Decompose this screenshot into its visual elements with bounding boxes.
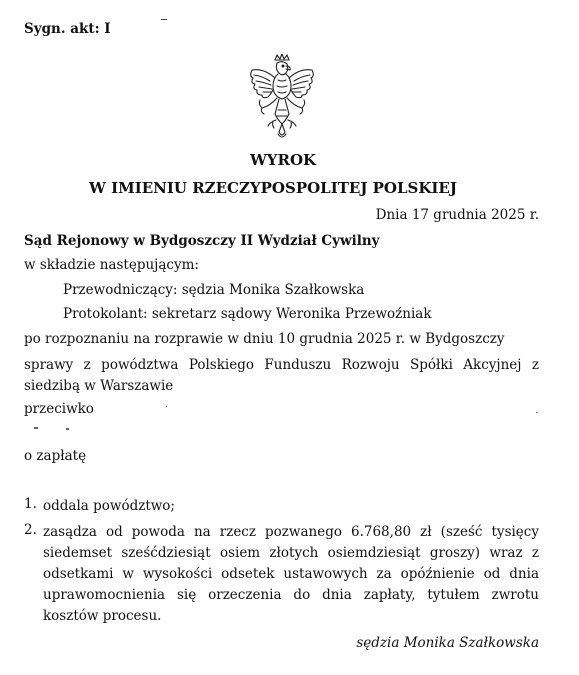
court-name: Sąd Rejonowy w Bydgoszczy II Wydział Cywilny: [24, 233, 380, 249]
case-number: Sygn. akt: I: [24, 21, 111, 37]
redaction-mark: [161, 19, 167, 20]
ruling-text: zasądza od powoda na rzecz pozwanego 6.768,80 zł (sześć tysięcy siedemset sześćdziesiąt osiem złotych osiemdziesiąt groszy) wraz z odsetkami w wysokości odsetek ustawowych za opóźnienie od dnia uprawomocnienia się orzeczenia do dnia zapłaty, tytułem zwrotu kosztów procesu.: [43, 524, 539, 624]
polish-eagle-emblem-icon: [242, 54, 322, 140]
redaction-mark: [66, 428, 69, 430]
case-description: sprawy z powództwa Polskiego Funduszu Rozwoju Spółki Akcyjnej z siedzibą w Warszawie: [24, 357, 539, 394]
redaction-mark: [536, 412, 538, 413]
hearing-info: po rozpoznaniu na rozprawie w dniu 10 grudnia 2025 r. w Bydgoszczy: [24, 331, 505, 347]
court-clerk: Protokolant: sekretarz sądowy Weronika Przewoźniak: [63, 306, 432, 322]
judgment-date: Dnia 17 grudnia 2025 r.: [375, 207, 539, 223]
ruling-number: 1.: [24, 496, 37, 512]
case-subject: o zapłatę: [24, 448, 87, 464]
document-title: WYROK: [249, 151, 317, 169]
ruling-number: 2.: [24, 522, 37, 538]
list-item: [24, 496, 539, 517]
list-item: [24, 522, 539, 627]
ruling-text: oddala powództwo;: [43, 498, 175, 514]
judge-signature: sędzia Monika Szałkowska: [356, 635, 539, 651]
rulings-list: [24, 496, 539, 632]
against-label: przeciwko: [24, 401, 94, 417]
presiding-judge: Przewodniczący: sędzia Monika Szałkowska: [63, 282, 365, 298]
document-subtitle: W IMIENIU RZECZYPOSPOLITEJ POLSKIEJ: [89, 179, 457, 197]
redaction-mark: [166, 406, 167, 407]
composition-intro: w składzie następującym:: [24, 257, 199, 273]
redaction-mark: [34, 427, 38, 429]
